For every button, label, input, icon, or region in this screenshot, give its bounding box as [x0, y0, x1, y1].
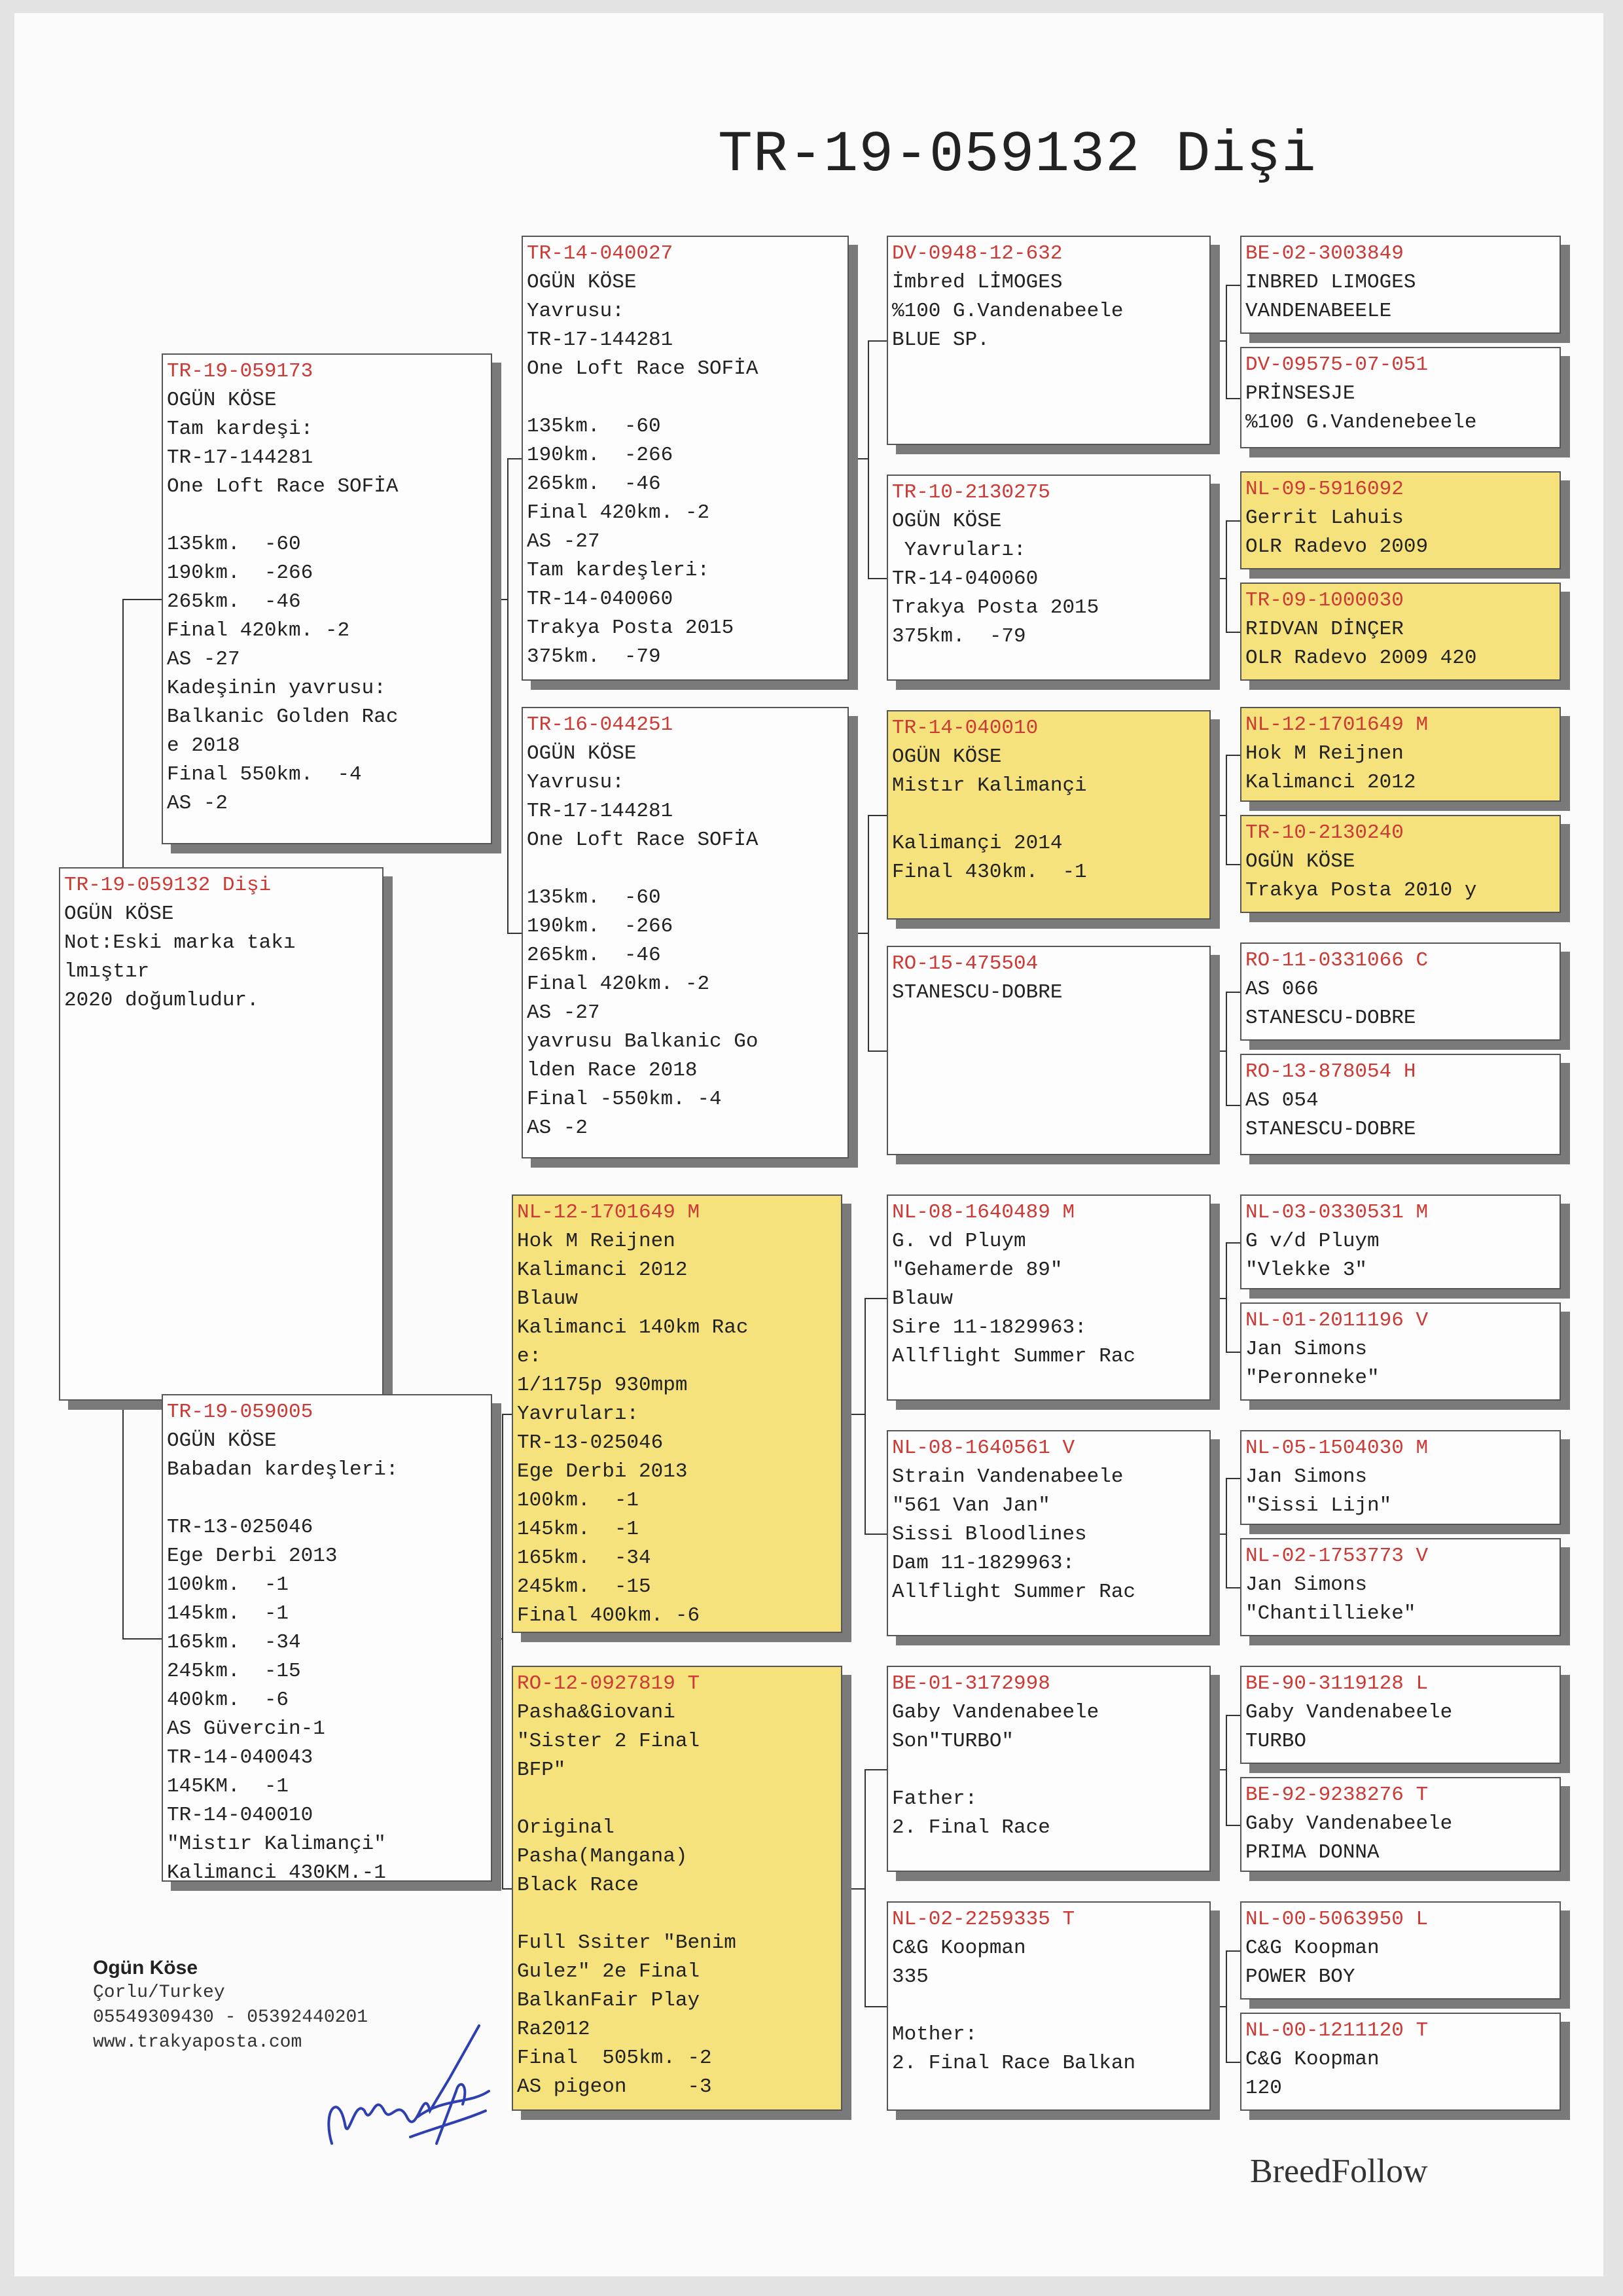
connector-line — [1226, 1715, 1227, 1826]
ring-number: TR-19-059173 — [167, 360, 313, 383]
ancestor-box-g13 — [1240, 1666, 1561, 1764]
pedigree-text-line: Pasha&Giovani — [517, 1701, 675, 1724]
pedigree-text-line: 135km. -60 — [167, 533, 301, 556]
pedigree-text-line: BalkanFair Play — [517, 1989, 700, 2012]
ancestor-box-g3 — [1240, 471, 1561, 569]
pedigree-page — [14, 13, 1603, 2276]
ring-number: TR-14-040010 — [892, 717, 1039, 740]
sire-box — [162, 353, 492, 844]
connector-line — [122, 599, 162, 600]
ring-number: TR-14-040027 — [527, 242, 673, 265]
pedigree-text-line: STANESCU-DOBRE — [892, 981, 1063, 1004]
pedigree-text-line: Final 505km. -2 — [517, 2047, 712, 2070]
ancestor-box-g2 — [1240, 347, 1561, 448]
connector-line — [507, 458, 508, 934]
ring-number: NL-02-2259335 T — [892, 1908, 1075, 1931]
pedigree-text-line: AS -27 — [527, 530, 600, 553]
ring-number: NL-12-1701649 M — [517, 1201, 700, 1224]
pedigree-text-line: %100 G.Vandenebeele — [1245, 411, 1477, 434]
pedigree-text-line: Sire 11-1829963: — [892, 1316, 1087, 1339]
connector-line — [122, 1638, 162, 1640]
pedigree-text-line: C&G Koopman — [892, 1937, 1026, 1960]
pedigree-text-line: Final 420km. -2 — [167, 619, 350, 642]
connector-line — [1226, 2062, 1240, 2063]
pedigree-text-line: yavrusu Balkanic Go — [527, 1030, 758, 1053]
pedigree-text-line: 335 — [892, 1965, 929, 1988]
pedigree-text-line: STANESCU-DOBRE — [1245, 1007, 1416, 1030]
ring-number: RO-13-878054 H — [1245, 1060, 1416, 1083]
pedigree-text-line: AS 066 — [1245, 978, 1319, 1001]
pedigree-text-line — [517, 1900, 837, 1929]
pedigree-text-line: Blauw — [517, 1287, 579, 1310]
pedigree-text-line — [892, 800, 1205, 829]
connector-line — [1211, 1769, 1226, 1770]
connector-line — [1226, 992, 1227, 1106]
pedigree-text-line: 245km. -15 — [167, 1660, 301, 1683]
connector-line — [1226, 755, 1240, 756]
pedigree-text-line — [892, 1992, 1205, 2020]
pedigree-text-line: Kalimançi 2014 — [892, 832, 1063, 855]
pedigree-text-line: Tam kardeşleri: — [527, 559, 710, 582]
pedigree-text-line: 100km. -1 — [517, 1489, 639, 1512]
pedigree-text-line: 145km. -1 — [517, 1518, 639, 1541]
connector-line — [1226, 1950, 1227, 2063]
pedigree-text-line: 2. Final Race — [892, 1816, 1050, 1839]
pedigree-text-line — [892, 1756, 1205, 1785]
connector-line — [1226, 1587, 1240, 1588]
pedigree-text-line: lden Race 2018 — [527, 1059, 698, 1082]
pedigree-text-line: Strain Vandenabeele — [892, 1465, 1124, 1488]
pedigree-text-line: Father: — [892, 1787, 978, 1810]
pedigree-text-line: Original — [517, 1816, 615, 1839]
ancestor-box-ddd — [887, 1901, 1211, 2111]
pedigree-text-line: Gaby Vandenabeele — [1245, 1812, 1453, 1835]
connector-line — [1226, 1478, 1227, 1588]
pedigree-text-line: 100km. -1 — [167, 1573, 289, 1596]
connector-line — [492, 599, 507, 600]
ring-number: NL-00-5063950 L — [1245, 1908, 1429, 1931]
pedigree-text-line: 245km. -15 — [517, 1575, 651, 1598]
pedigree-text-line: POWER BOY — [1245, 1965, 1355, 1988]
connector-line — [1211, 815, 1226, 816]
dam-box — [162, 1394, 492, 1882]
ring-number: RO-12-0927819 T — [517, 1672, 700, 1695]
ring-number: TR-10-2130240 — [1245, 821, 1404, 844]
ring-number: TR-19-059005 — [167, 1401, 313, 1424]
ancestor-box-sdd — [887, 946, 1211, 1155]
pedigree-text-line: "Mistır Kalimançi" — [167, 1833, 386, 1856]
connector-line — [507, 458, 522, 459]
connector-line — [492, 1638, 502, 1640]
pedigree-text-line: Sissi Bloodlines — [892, 1523, 1087, 1546]
pedigree-text-line: 265km. -46 — [527, 944, 661, 967]
ring-number: NL-01-2011196 V — [1245, 1309, 1429, 1332]
pedigree-text-line: e: — [517, 1345, 542, 1368]
connector-line — [1226, 1105, 1240, 1106]
ancestor-box-sds — [887, 710, 1211, 920]
pedigree-text-line: 190km. -266 — [527, 444, 673, 467]
pedigree-text-line: VANDENABEELE — [1245, 300, 1392, 323]
dam-dam-box — [512, 1666, 842, 2111]
pedigree-text-line: OGÜN KÖSE — [64, 903, 174, 925]
ring-number: NL-03-0330531 M — [1245, 1201, 1429, 1224]
connector-line — [868, 340, 869, 579]
pedigree-text-line: OLR Radevo 2009 420 — [1245, 647, 1477, 670]
pedigree-text-line: Kalimanci 140km Rac — [517, 1316, 749, 1339]
pedigree-text-line: G v/d Pluym — [1245, 1230, 1380, 1253]
pedigree-text-line: Trakya Posta 2015 — [527, 617, 734, 639]
ancestor-box-g10 — [1240, 1302, 1561, 1401]
pedigree-text-line: Ra2012 — [517, 2018, 590, 2041]
connector-line — [842, 1414, 865, 1415]
connector-line — [507, 933, 522, 934]
ring-number: RO-15-475504 — [892, 952, 1039, 975]
breeder-name: Ogün Köse — [93, 1957, 198, 1979]
pedigree-text-line: Allflight Summer Rac — [892, 1345, 1136, 1368]
pedigree-title: TR-19-059132 Dişi — [718, 123, 1317, 188]
connector-line — [1226, 1950, 1240, 1952]
connector-line — [849, 933, 868, 934]
connector-line — [1226, 1242, 1240, 1244]
pedigree-text-line — [167, 501, 487, 530]
ring-number: NL-09-5916092 — [1245, 478, 1404, 501]
connector-line — [1211, 578, 1226, 579]
ancestor-box-g14 — [1240, 1777, 1561, 1872]
ring-number: BE-01-3172998 — [892, 1672, 1050, 1695]
pedigree-text-line: BFP" — [517, 1759, 566, 1782]
pedigree-text-line: Kalimanci 430KM.-1 — [167, 1861, 386, 1882]
connector-line — [1226, 1242, 1227, 1353]
connector-line — [1226, 1478, 1240, 1479]
ring-number: TR-09-1000030 — [1245, 589, 1404, 612]
ring-number: TR-10-2130275 — [892, 481, 1050, 504]
pedigree-text-line: 265km. -46 — [527, 473, 661, 495]
pedigree-text-line: Allflight Summer Rac — [892, 1581, 1136, 1604]
connector-line — [1211, 2006, 1226, 2007]
pedigree-text-line: Hok M Reijnen — [517, 1230, 675, 1253]
pedigree-text-line: RIDVAN DİNÇER — [1245, 618, 1404, 641]
pedigree-text-line: Gaby Vandenabeele — [1245, 1701, 1453, 1724]
pedigree-text-line: TR-17-144281 — [167, 446, 313, 469]
pedigree-text-line: AS -27 — [527, 1001, 600, 1024]
ring-number: TR-19-059132 Dişi — [64, 874, 272, 897]
pedigree-text-line: C&G Koopman — [1245, 1937, 1380, 1960]
ancestor-box-sss — [887, 236, 1211, 445]
breeder-phones: 05549309430 - 05392440201 — [93, 2007, 368, 2028]
ring-number: BE-92-9238276 T — [1245, 1784, 1429, 1806]
pedigree-text-line: 165km. -34 — [167, 1631, 301, 1654]
pedigree-text-line — [167, 1484, 487, 1513]
pedigree-text-line: Kadeşinin yavrusu: — [167, 677, 386, 700]
pedigree-text-line: Dam 11-1829963: — [892, 1552, 1075, 1575]
connector-line — [1226, 285, 1227, 399]
ancestor-box-g15 — [1240, 1901, 1561, 2000]
pedigree-text-line: OGÜN KÖSE — [892, 745, 1002, 768]
pedigree-text-line: 2. Final Race Balkan — [892, 2052, 1136, 2075]
connector-line — [1226, 1715, 1240, 1716]
pedigree-text-line: OGÜN KÖSE — [167, 1429, 277, 1452]
connector-line — [865, 1298, 866, 1535]
pedigree-text-line: 375km. -79 — [527, 645, 661, 668]
pedigree-text-line: Yavruları: — [517, 1403, 639, 1426]
ring-number: DV-0948-12-632 — [892, 242, 1063, 265]
pedigree-text-line: TR-17-144281 — [527, 329, 673, 351]
pedigree-text-line: Mistır Kalimançi — [892, 774, 1087, 797]
connector-line — [849, 458, 868, 459]
pedigree-text-line: 120 — [1245, 2077, 1282, 2100]
pedigree-text-line: TR-14-040010 — [167, 1804, 313, 1827]
pedigree-text-line: Final 400km. -6 — [517, 1604, 700, 1627]
ancestor-box-g11 — [1240, 1430, 1561, 1525]
pedigree-text-line: Gulez" 2e Final — [517, 1960, 700, 1983]
pedigree-text-line: Ege Derbi 2013 — [517, 1460, 688, 1483]
connector-line — [865, 1769, 887, 1770]
pedigree-text-line: AS -27 — [167, 648, 240, 671]
signature — [319, 2013, 515, 2163]
ancestor-box-ssd — [887, 475, 1211, 681]
pedigree-text-line: Kalimanci 2012 — [1245, 771, 1416, 794]
pedigree-text-line: AS 054 — [1245, 1089, 1319, 1112]
ancestor-box-g1 — [1240, 236, 1561, 334]
pedigree-text-line: TR-14-040043 — [167, 1746, 313, 1769]
ancestor-box-dds — [887, 1666, 1211, 1872]
pedigree-text-line: AS Güvercin-1 — [167, 1717, 325, 1740]
connector-line — [1226, 755, 1227, 865]
connector-line — [1211, 1050, 1226, 1052]
connector-line — [868, 815, 887, 816]
connector-line — [868, 815, 869, 1052]
ancestor-box-g4 — [1240, 583, 1561, 681]
pedigree-text-line: Pasha(Mangana) — [517, 1845, 688, 1868]
pedigree-text-line: Gerrit Lahuis — [1245, 507, 1404, 529]
pedigree-text-line: 265km. -46 — [167, 590, 301, 613]
pedigree-text-line: "Sister 2 Final — [517, 1730, 700, 1753]
connector-line — [868, 340, 887, 342]
pedigree-text-line: Trakya Posta 2015 — [892, 596, 1099, 619]
pedigree-text-line — [517, 1785, 837, 1814]
pedigree-text-line: 145km. -1 — [167, 1602, 289, 1625]
pedigree-text-line: Gaby Vandenabeele — [892, 1701, 1099, 1724]
pedigree-text-line: C&G Koopman — [1245, 2048, 1380, 2071]
pedigree-text-line: "561 Van Jan" — [892, 1494, 1050, 1517]
pedigree-text-line: STANESCU-DOBRE — [1245, 1118, 1416, 1141]
pedigree-text-line: OGÜN KÖSE — [527, 742, 637, 765]
connector-line — [868, 1050, 887, 1052]
pedigree-text-line — [527, 384, 844, 412]
ring-number: BE-02-3003849 — [1245, 242, 1404, 265]
pedigree-text-line: 135km. -60 — [527, 415, 661, 438]
pedigree-text-line: Yavrusu: — [527, 771, 624, 794]
breeder-website[interactable]: www.trakyaposta.com — [93, 2032, 302, 2053]
pedigree-text-line: One Loft Race SOFİA — [527, 357, 758, 380]
ring-number: BE-90-3119128 L — [1245, 1672, 1429, 1695]
pedigree-text-line: 190km. -266 — [167, 562, 313, 584]
pedigree-text-line: 165km. -34 — [517, 1547, 651, 1570]
pedigree-text-line: AS -2 — [527, 1117, 588, 1139]
pedigree-text-line: Yavrusu: — [527, 300, 624, 323]
connector-line — [1226, 864, 1240, 865]
pedigree-text-line: Full Ssiter "Benim — [517, 1931, 736, 1954]
connector-line — [1226, 1352, 1240, 1353]
connector-line — [1226, 285, 1240, 286]
pedigree-text-line: 400km. -6 — [167, 1689, 289, 1712]
pedigree-text-line — [527, 855, 844, 884]
connector-line — [502, 1888, 512, 1890]
ancestor-box-g16 — [1240, 2013, 1561, 2111]
ancestor-box-dss — [887, 1194, 1211, 1401]
pedigree-text-line: Final 420km. -2 — [527, 501, 710, 524]
pedigree-text-line: TR-13-025046 — [517, 1431, 664, 1454]
pedigree-text-line: 145KM. -1 — [167, 1775, 289, 1798]
pedigree-text-line: AS -2 — [167, 792, 228, 815]
ancestor-box-g9 — [1240, 1194, 1561, 1289]
pedigree-text-line: BLUE SP. — [892, 329, 990, 351]
ancestor-box-g7 — [1240, 942, 1561, 1041]
pedigree-text-line: Ege Derbi 2013 — [167, 1545, 338, 1568]
pedigree-text-line: "Gehamerde 89" — [892, 1259, 1063, 1282]
pedigree-text-line: Trakya Posta 2010 y — [1245, 879, 1477, 902]
pedigree-text-line: TR-14-040060 — [892, 567, 1039, 590]
ancestor-box-g8 — [1240, 1054, 1561, 1155]
pedigree-text-line: TR-13-025046 — [167, 1516, 313, 1539]
connector-line — [865, 1534, 887, 1535]
pedigree-text-line: TR-14-040060 — [527, 588, 673, 611]
ring-number: DV-09575-07-051 — [1245, 353, 1429, 376]
pedigree-text-line: 2020 doğumludur. — [64, 989, 259, 1012]
connector-line — [1226, 1825, 1240, 1826]
pedigree-text-line: Balkanic Golden Rac — [167, 706, 399, 728]
subject-pigeon — [59, 867, 383, 1401]
pedigree-text-line: Jan Simons — [1245, 1338, 1368, 1361]
ring-number: NL-08-1640489 M — [892, 1201, 1075, 1224]
pedigree-text-line: AS pigeon -3 — [517, 2075, 712, 2098]
pedigree-text-line: Not:Eski marka takı — [64, 931, 296, 954]
pedigree-text-line: OGÜN KÖSE — [892, 510, 1002, 533]
connector-line — [1226, 520, 1240, 522]
pedigree-text-line: OGÜN KÖSE — [527, 271, 637, 294]
connector-line — [1211, 1534, 1226, 1535]
connector-line — [865, 2006, 887, 2007]
pedigree-text-line: "Peronneke" — [1245, 1367, 1380, 1390]
pedigree-text-line: e 2018 — [167, 734, 240, 757]
pedigree-text-line: OGÜN KÖSE — [1245, 850, 1355, 873]
sire-dam-box — [522, 707, 849, 1158]
connector-line — [1226, 398, 1240, 399]
pedigree-text-line: Jan Simons — [1245, 1573, 1368, 1596]
connector-line — [865, 1298, 887, 1299]
pedigree-text-line: 135km. -60 — [527, 886, 661, 909]
brand-logo: BreedFollow — [1250, 2153, 1428, 2190]
ring-number: NL-05-1504030 M — [1245, 1437, 1429, 1460]
connector-line — [865, 1769, 866, 2007]
connector-line — [502, 1414, 512, 1415]
pedigree-text-line: Mother: — [892, 2023, 978, 2046]
pedigree-text-line: PRIMA DONNA — [1245, 1841, 1380, 1864]
pedigree-text-line: Blauw — [892, 1287, 954, 1310]
pedigree-text-line: "Chantillieke" — [1245, 1602, 1416, 1625]
pedigree-text-line: INBRED LIMOGES — [1245, 271, 1416, 294]
dam-sire-box — [512, 1194, 842, 1633]
pedigree-text-line: 1/1175p 930mpm — [517, 1374, 688, 1397]
connector-line — [868, 578, 887, 579]
pedigree-text-line: 375km. -79 — [892, 625, 1026, 648]
pedigree-text-line: Babadan kardeşleri: — [167, 1458, 399, 1481]
ancestor-box-g12 — [1240, 1538, 1561, 1636]
pedigree-text-line: Hok M Reijnen — [1245, 742, 1404, 765]
connector-line — [1226, 632, 1240, 633]
ancestor-box-g6 — [1240, 815, 1561, 913]
ring-number: NL-02-1753773 V — [1245, 1545, 1429, 1568]
pedigree-text-line: İmbred LİMOGES — [892, 271, 1063, 294]
pedigree-text-line: Final 430km. -1 — [892, 861, 1087, 884]
pedigree-text-line: "Vlekke 3" — [1245, 1259, 1368, 1282]
pedigree-text-line: Tam kardeşi: — [167, 418, 313, 440]
ancestor-box-dsd — [887, 1430, 1211, 1636]
pedigree-text-line: "Sissi Lijn" — [1245, 1494, 1392, 1517]
connector-line — [1211, 340, 1226, 342]
pedigree-text-line: G. vd Pluym — [892, 1230, 1026, 1253]
pedigree-text-line: Jan Simons — [1245, 1465, 1368, 1488]
pedigree-text-line: Final 420km. -2 — [527, 973, 710, 996]
pedigree-text-line: Final 550km. -4 — [167, 763, 362, 786]
connector-line — [842, 1888, 865, 1890]
ring-number: NL-12-1701649 M — [1245, 713, 1429, 736]
ring-number: NL-00-1211120 T — [1245, 2019, 1429, 2042]
pedigree-text-line: %100 G.Vandenabeele — [892, 300, 1124, 323]
sire-sire-box — [522, 236, 849, 681]
pedigree-text-line: OLR Radevo 2009 — [1245, 535, 1429, 558]
connector-line — [502, 1414, 503, 1890]
pedigree-text-line: PRİNSESJE — [1245, 382, 1355, 405]
pedigree-text-line: Son"TURBO" — [892, 1730, 1014, 1753]
pedigree-text-line: lmıştır — [64, 960, 150, 983]
pedigree-text-line: TR-17-144281 — [527, 800, 673, 823]
pedigree-text-line: TURBO — [1245, 1730, 1307, 1753]
connector-line — [1226, 992, 1240, 993]
pedigree-text-line: Yavruları: — [892, 539, 1026, 562]
pedigree-text-line: Black Race — [517, 1874, 639, 1897]
pedigree-text-line: OGÜN KÖSE — [167, 389, 277, 412]
connector-line — [1211, 1298, 1226, 1299]
pedigree-text-line: Final -550km. -4 — [527, 1088, 722, 1111]
connector-line — [1226, 520, 1227, 633]
pedigree-text-line: One Loft Race SOFİA — [527, 829, 758, 852]
ring-number: RO-11-0331066 C — [1245, 949, 1429, 972]
pedigree-text-line: Kalimanci 2012 — [517, 1259, 688, 1282]
ancestor-box-g5 — [1240, 707, 1561, 802]
ring-number: NL-08-1640561 V — [892, 1437, 1075, 1460]
ring-number: TR-16-044251 — [527, 713, 673, 736]
breeder-city: Çorlu/Turkey — [93, 1982, 225, 2003]
pedigree-text-line: 190km. -266 — [527, 915, 673, 938]
pedigree-text-line: One Loft Race SOFİA — [167, 475, 399, 498]
